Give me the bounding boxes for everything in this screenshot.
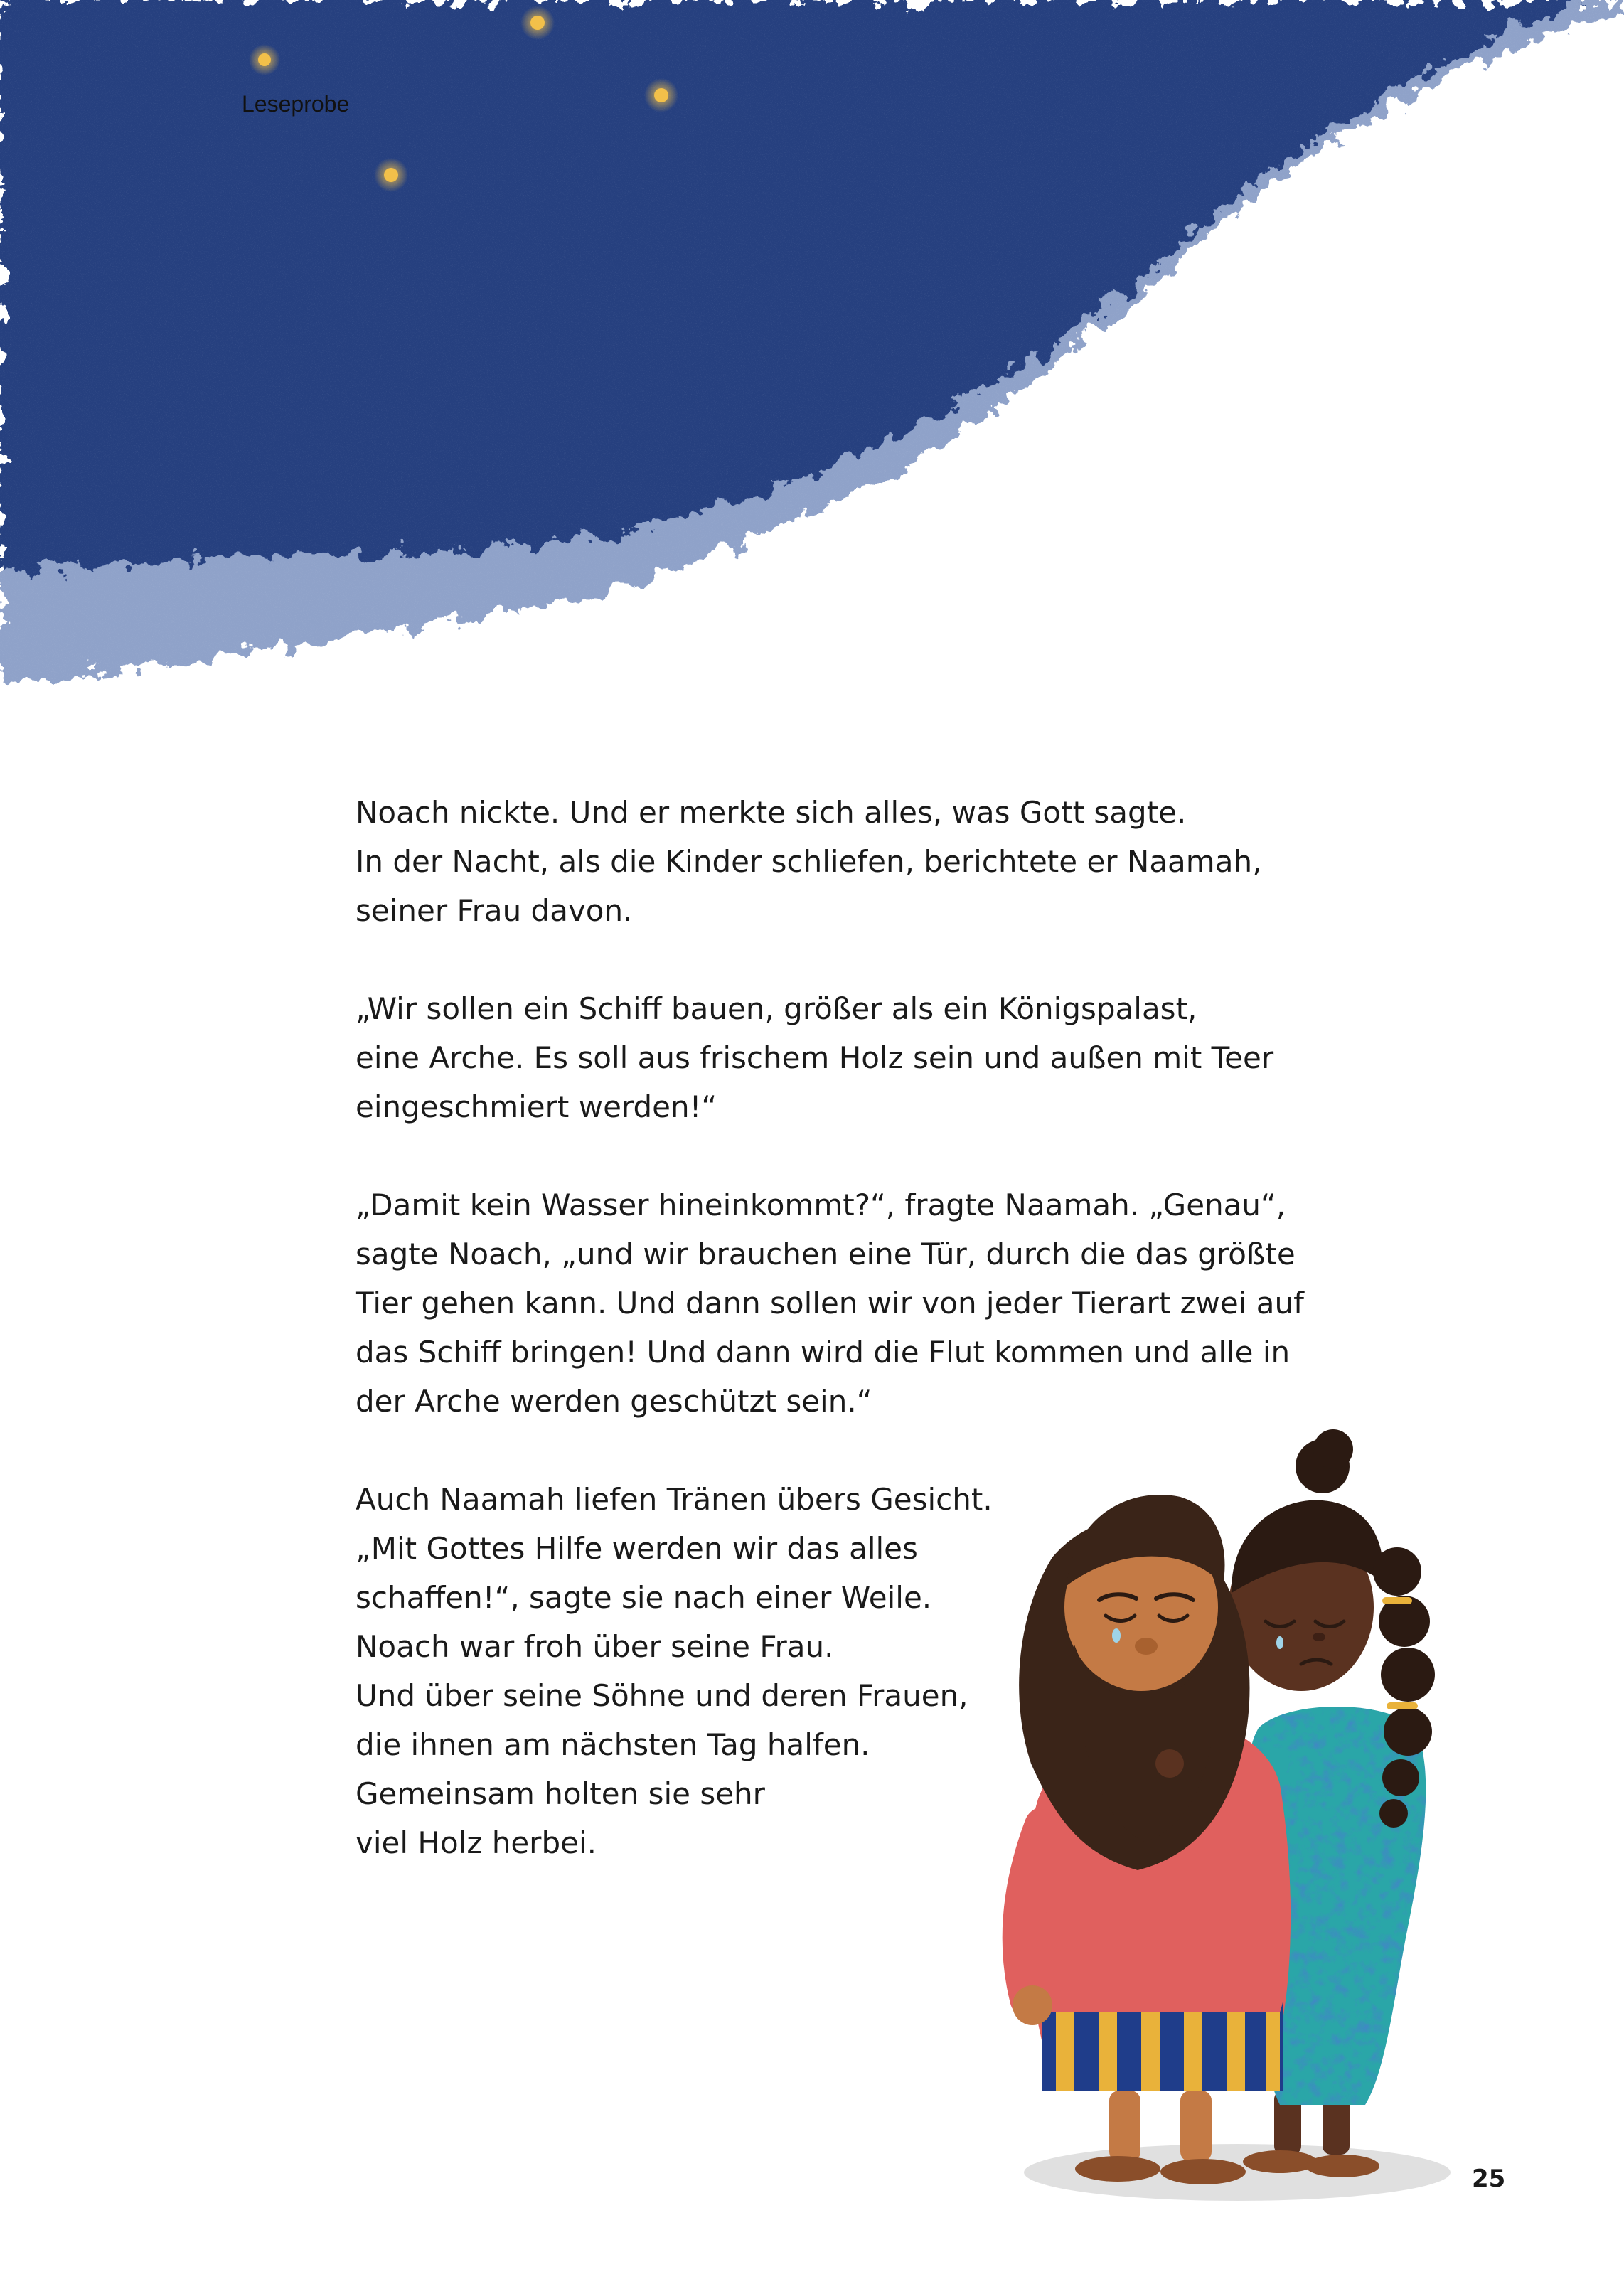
text-line: seiner Frau davon. [356, 893, 633, 928]
text-line: schaffen!“, sagte sie nach einer Weile. [356, 1580, 932, 1615]
watermark-label: Leseprobe [242, 91, 350, 117]
text-line: In der Nacht, als die Kinder schliefen, berichtete er Naamah, [356, 844, 1262, 879]
text-line: eine Arche. Es soll aus frischem Holz sein und außen mit Teer [356, 1040, 1274, 1075]
hand [1155, 1749, 1184, 1778]
page-number: 25 [1472, 2165, 1506, 2193]
text-line: sagte Noach, „und wir brauchen eine Tür, durch die das größte [356, 1237, 1296, 1271]
text-line: Und über seine Söhne und deren Frauen, [356, 1678, 968, 1713]
text-line: eingeschmiert werden!“ [356, 1089, 717, 1124]
text-line: Noach war froh über seine Frau. [356, 1629, 834, 1664]
paragraph [356, 984, 1351, 1131]
text-line: „Wir sollen ein Schiff bauen, größer als ein Königspalast, [356, 991, 1197, 1026]
text-line: „Damit kein Wasser hineinkommt?“, fragte Naamah. „Genau“, [356, 1188, 1286, 1222]
paragraph [356, 788, 1351, 935]
text-line: Tier gehen kann. Und dann sollen wir von jeder Tierart zwei auf [356, 1286, 1304, 1321]
paragraph [356, 1180, 1351, 1426]
text-line: Gemeinsam holten sie sehr [356, 1776, 765, 1811]
text-line: Auch Naamah liefen Tränen übers Gesicht. [356, 1482, 993, 1517]
text-line: die ihnen am nächsten Tag halfen. [356, 1727, 870, 1762]
text-line: Noach nickte. Und er merkte sich alles, was Gott sagte. [356, 795, 1187, 830]
noah-naamah-illustration [967, 1429, 1507, 2212]
text-line: viel Holz herbei. [356, 1825, 597, 1860]
text-line: das Schiff bringen! Und dann wird die Flut kommen und alle in [356, 1335, 1291, 1370]
text-line: „Mit Gottes Hilfe werden wir das alles [356, 1531, 918, 1566]
text-line: der Arche werden geschützt sein.“ [356, 1384, 872, 1419]
